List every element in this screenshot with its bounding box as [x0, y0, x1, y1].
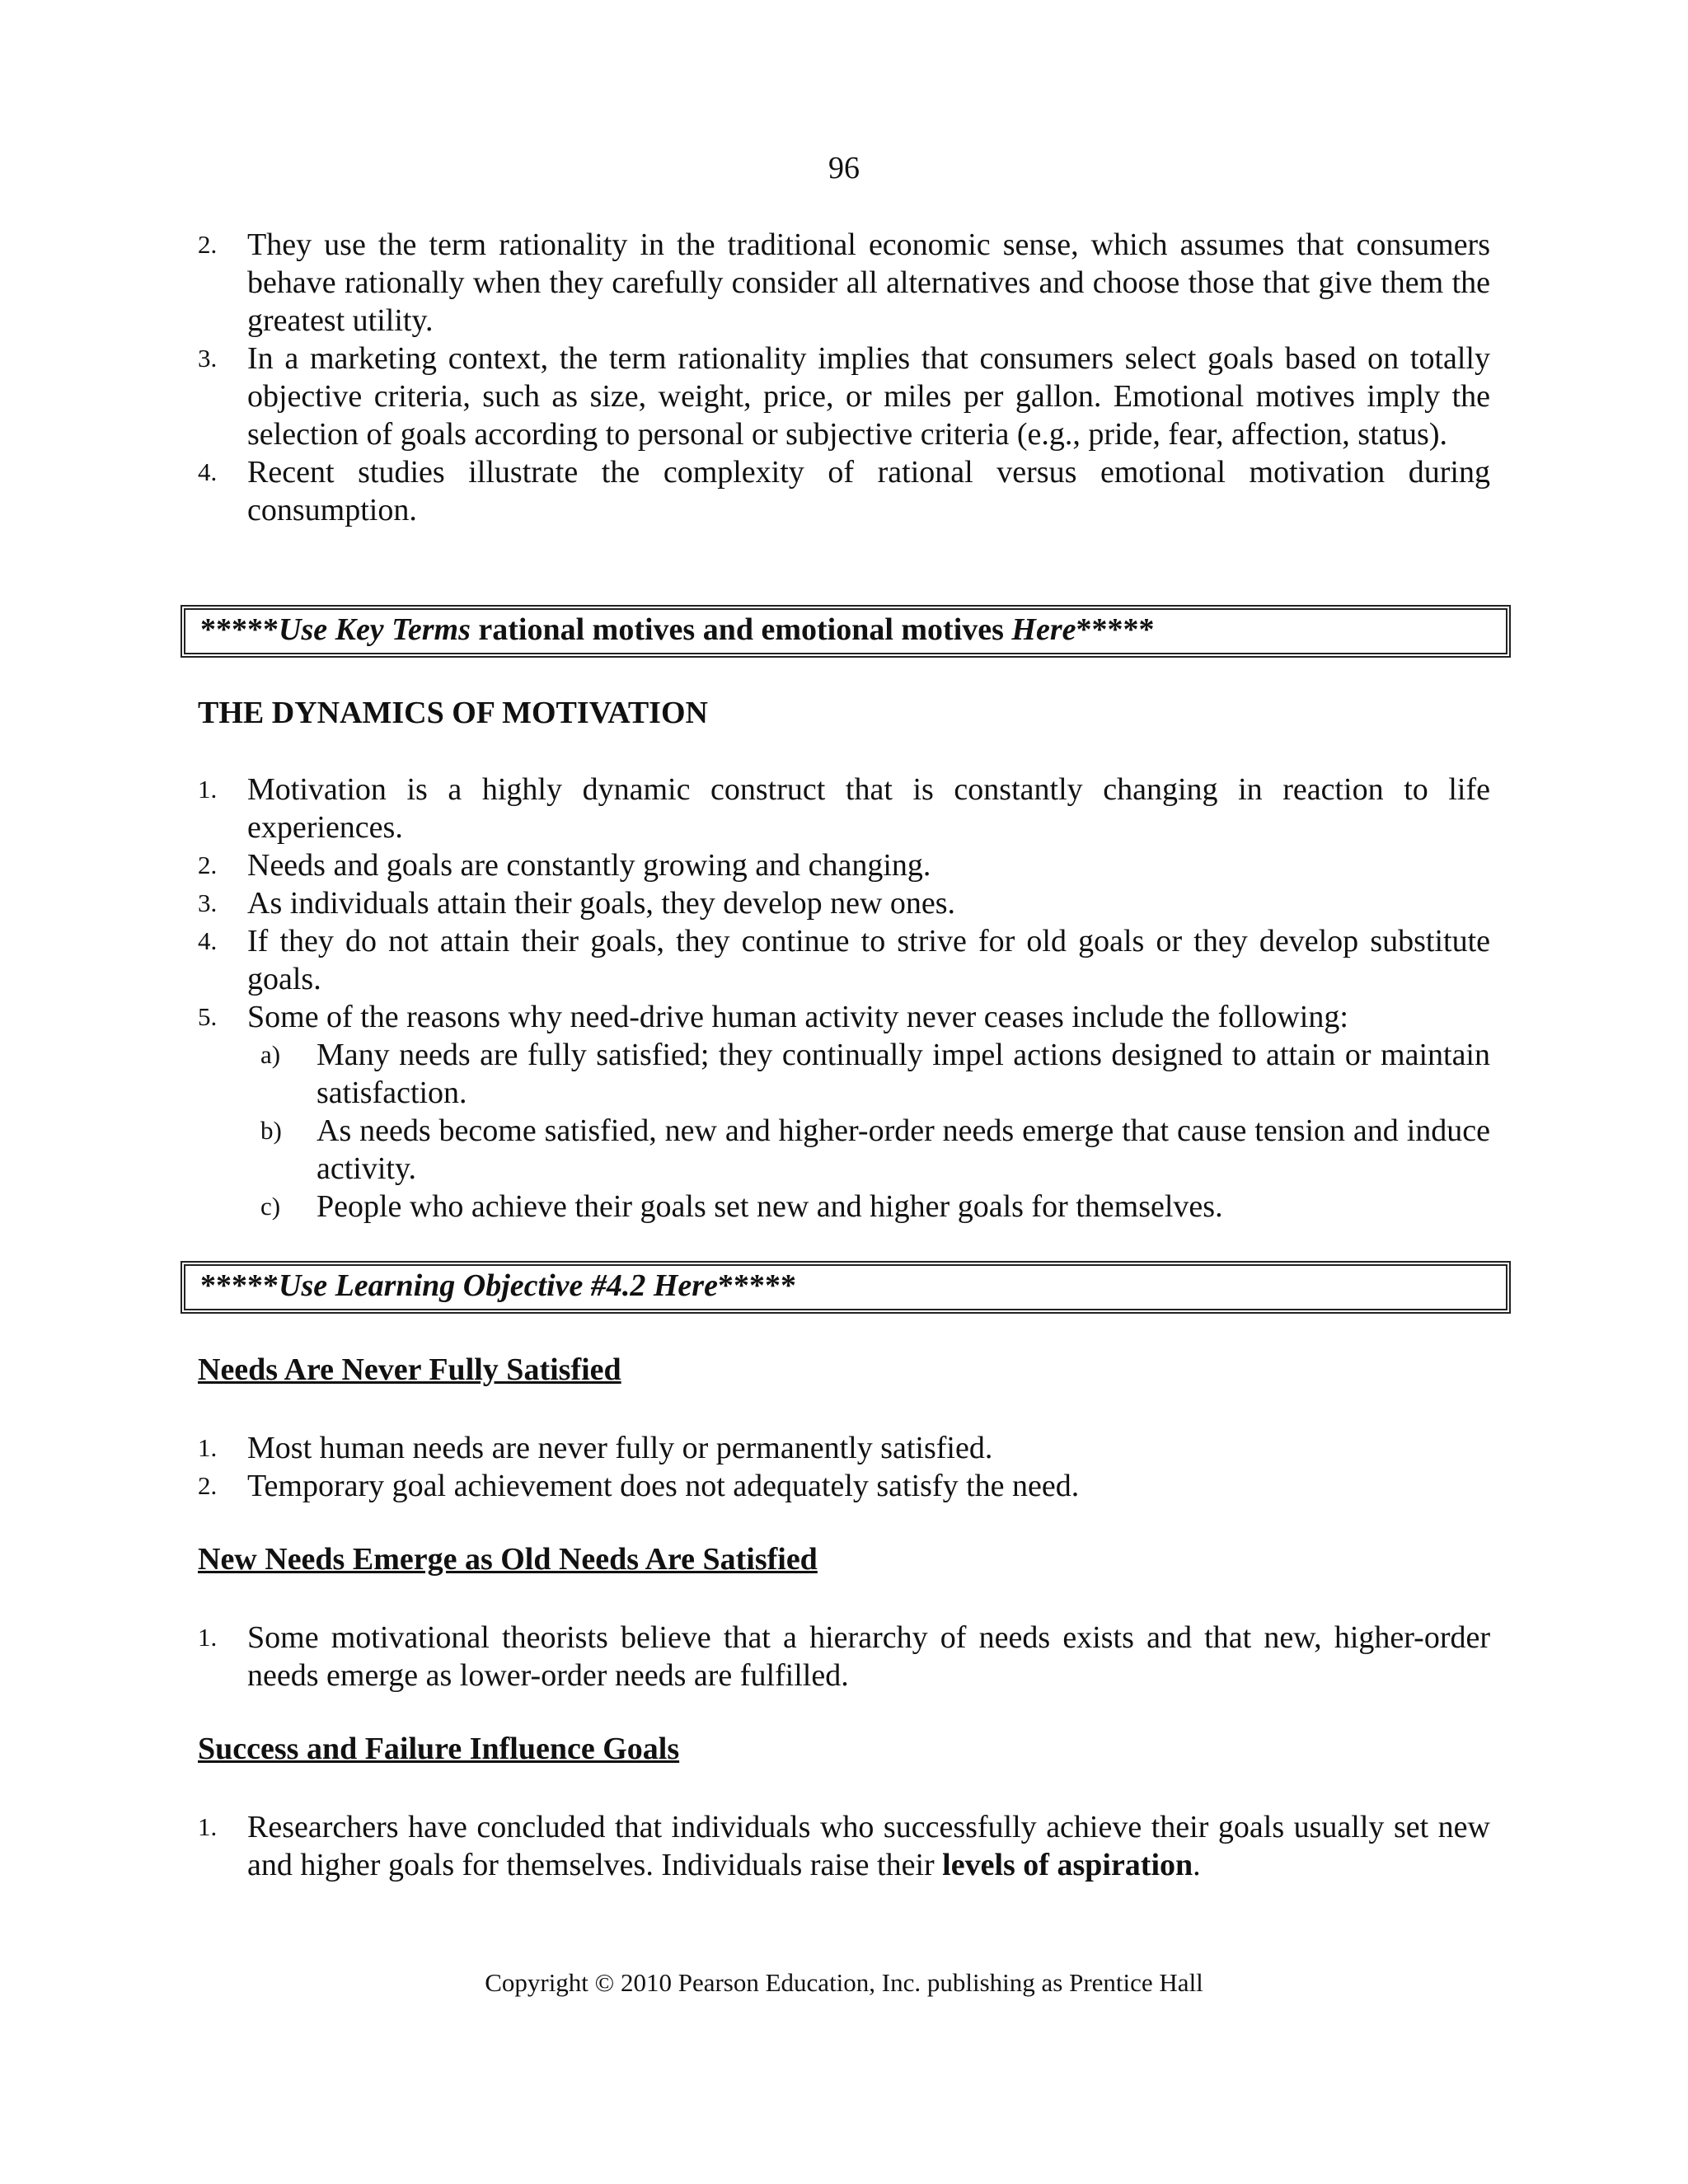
list-item: [198, 1429, 1490, 1467]
list-item-number: 1.: [198, 1623, 218, 1652]
sub-list-item-text: Many needs are fully satisfied; they continually impel actions designed to attain or maintain satisfaction.: [316, 1038, 1490, 1110]
list-item-text: In a marketing context, the term rationality implies that consumers select goals based on totally objective criteria, such as size, weight, price, or miles per gallon. Emotional motives imply the selection of goals according to personal or subjective criteria (e.g., pride, fear, affection, status).: [247, 341, 1490, 452]
list-item-text: Some of the reasons why need-drive human activity never ceases include the following:: [247, 1000, 1348, 1034]
list-item: [198, 226, 1490, 340]
sub-list-item-letter: b): [260, 1116, 282, 1145]
callout-italic-text: Use Key Terms: [279, 612, 471, 647]
sub-list-item-letter: a): [260, 1040, 281, 1069]
list-item-text: [247, 1808, 1490, 1884]
copyright-footer: Copyright © 2010 Pearson Education, Inc. publishing as Prentice Hall: [485, 1968, 1203, 1997]
list-item: [198, 846, 1490, 884]
list-item-number: 2.: [198, 851, 218, 879]
list-item: [198, 340, 1490, 453]
list-item-text: Most human needs are never fully or permanently satisfied.: [247, 1431, 993, 1465]
subsection-heading-success-failure: Success and Failure Influence Goals: [198, 1732, 680, 1766]
list-item-number: 3.: [198, 888, 218, 917]
list-item-number: 4.: [198, 457, 218, 486]
callout-stars-open: *****: [200, 1268, 279, 1303]
list-item: [198, 1467, 1490, 1505]
list-item: [198, 922, 1490, 998]
list-item-text: Some motivational theorists believe that a hierarchy of needs exists and that new, higher-order needs emerge as lower-order needs are fulfilled.: [247, 1620, 1490, 1693]
list-item-number: 3.: [198, 344, 218, 373]
callout-stars-open: *****: [200, 612, 279, 647]
new-needs-list: [198, 1619, 1490, 1694]
list-item-text: If they do not attain their goals, they continue to strive for old goals or they develop substitute goals.: [247, 924, 1490, 996]
list-item: [198, 1619, 1490, 1694]
callout-italic-end: Here: [1011, 612, 1076, 647]
key-term-levels-of-aspiration: levels of aspiration: [942, 1848, 1193, 1882]
list-item-number: 4.: [198, 926, 218, 955]
list-item-text-start: Researchers have concluded that individuals who successfully achieve their goals usually set new and higher goals for themselves. Individuals raise their: [247, 1810, 1490, 1882]
list-item-text: Motivation is a highly dynamic construct that is constantly changing in reaction to life experiences.: [247, 772, 1490, 845]
list-item: [198, 998, 1490, 1036]
list-item-text: They use the term rationality in the traditional economic sense, which assumes that consumers behave rationally when they carefully consider all alternatives and choose those that give them the greatest utility.: [247, 227, 1490, 338]
list-item-text: Recent studies illustrate the complexity of rational versus emotional motivation during consumption.: [247, 455, 1490, 527]
list-item: [198, 884, 1490, 922]
sub-list-item: [247, 1188, 1490, 1226]
sub-list-item-text: As needs become satisfied, new and higher-order needs emerge that cause tension and induce activity.: [316, 1113, 1490, 1186]
key-terms-callout-box: [181, 605, 1511, 658]
page-number: 96: [828, 151, 860, 185]
success-list: [198, 1808, 1490, 1884]
sub-list-item: [247, 1036, 1490, 1112]
list-item-number: 1.: [198, 1812, 218, 1841]
subsection-heading-new-needs: New Needs Emerge as Old Needs Are Satisfied: [198, 1542, 818, 1577]
dynamics-numbered-list: [198, 771, 1490, 1226]
sub-list-item-text: People who achieve their goals set new and higher goals for themselves.: [316, 1189, 1223, 1224]
callout-stars-close: *****: [1076, 612, 1155, 647]
needs-list: [198, 1429, 1490, 1505]
sub-list-item-letter: c): [260, 1192, 281, 1221]
list-item-number: 5.: [198, 1002, 218, 1031]
callout-italic-text: Use Learning Objective #4.2 Here: [279, 1268, 718, 1303]
list-item-number: 2.: [198, 1471, 218, 1500]
list-item-number: 2.: [198, 230, 218, 259]
section-heading: THE DYNAMICS OF MOTIVATION: [198, 696, 708, 730]
sub-list-item: [247, 1112, 1490, 1188]
top-numbered-list: [198, 226, 1490, 529]
list-item-text: Temporary goal achievement does not adequately satisfy the need.: [247, 1469, 1080, 1503]
learning-objective-callout-box: [181, 1261, 1511, 1314]
subsection-heading-needs-never-satisfied: Needs Are Never Fully Satisfied: [198, 1352, 621, 1387]
list-item: [198, 453, 1490, 529]
callout-bold-text: rational motives and emotional motives: [470, 612, 1012, 647]
list-item-text-end: .: [1193, 1848, 1201, 1882]
list-item-number: 1.: [198, 1433, 218, 1462]
list-item-number: 1.: [198, 775, 218, 804]
list-item: [198, 771, 1490, 846]
list-item-text: Needs and goals are constantly growing and changing.: [247, 848, 931, 883]
list-item-text: As individuals attain their goals, they develop new ones.: [247, 886, 956, 921]
callout-stars-close: *****: [717, 1268, 796, 1303]
list-item: [198, 1808, 1490, 1884]
